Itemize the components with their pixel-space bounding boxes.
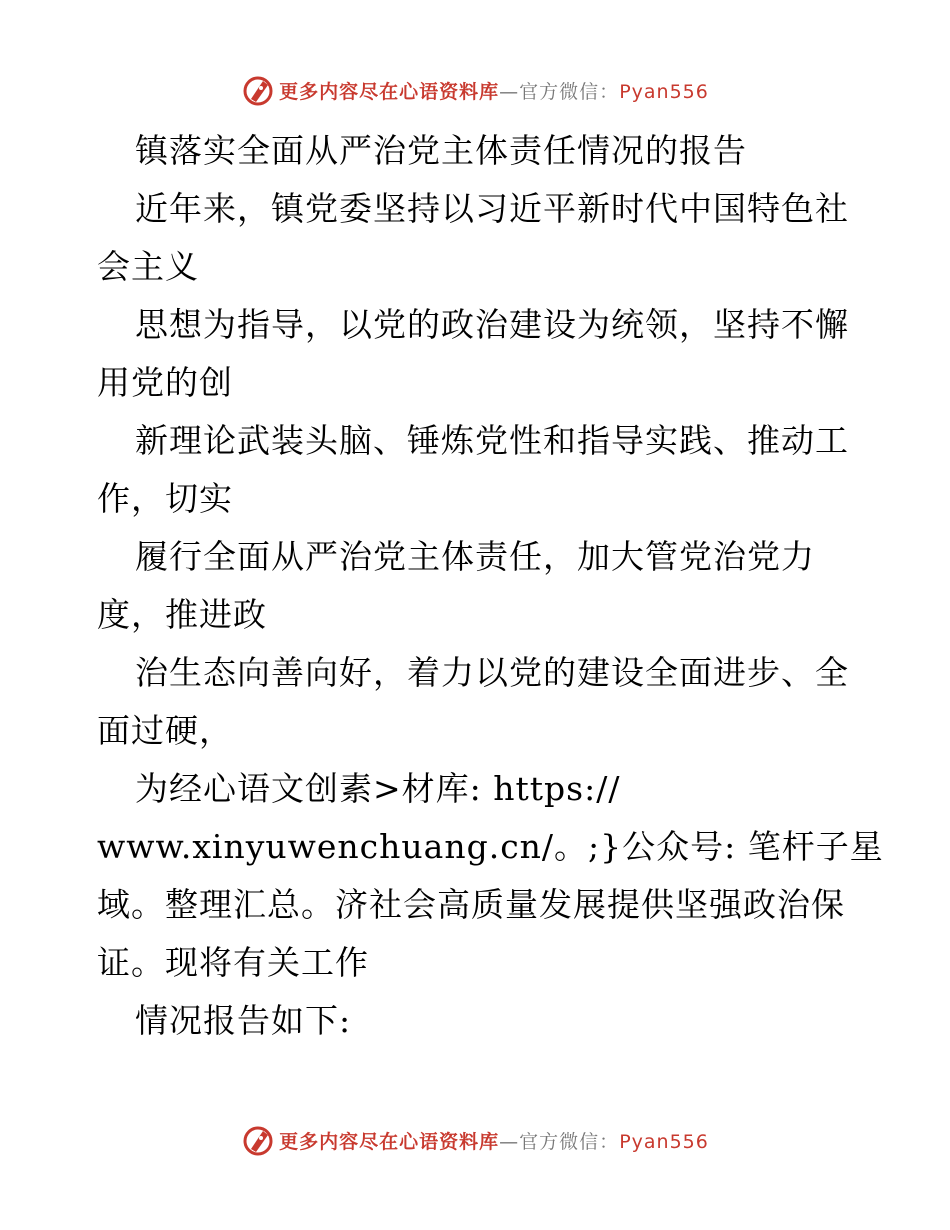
paragraph-line: 域。整理汇总。济社会高质量发展提供坚强政治保 bbox=[97, 885, 845, 924]
paragraph-line: 近年来，镇党委坚持以习近平新时代中国特色社 bbox=[135, 189, 849, 228]
header-watermark bbox=[0, 70, 950, 110]
paragraph-line: 证。现将有关工作 bbox=[97, 943, 369, 982]
paragraph-line: 用党的创 bbox=[97, 363, 233, 402]
watermark-text: 更多内容尽在心语资料库—官方微信：Pyan556 bbox=[279, 1130, 709, 1153]
watermark-text: 更多内容尽在心语资料库—官方微信：Pyan556 bbox=[279, 80, 709, 103]
paragraph-line: 新理论武装头脑、锤炼党性和指导实践、推动工 bbox=[135, 421, 849, 460]
pen-nib-circle-icon bbox=[241, 73, 275, 107]
paragraph-line: 思想为指导，以党的政治建设为统领，坚持不懈 bbox=[135, 305, 849, 344]
paragraph-line: www.xinyuwenchuang.cn/。;}公众号: 笔杆子星 bbox=[97, 827, 884, 866]
pen-nib-circle-icon bbox=[241, 1123, 275, 1157]
paragraph-line: 治生态向善向好，着力以党的建设全面进步、全 bbox=[135, 653, 849, 692]
paragraph-line: 会主义 bbox=[97, 247, 199, 286]
paragraph-line: 履行全面从严治党主体责任，加大管党治党力 bbox=[135, 537, 815, 576]
paragraph-line: 作，切实 bbox=[97, 479, 233, 518]
paragraph-line: 度，推进政 bbox=[97, 595, 267, 634]
document-body bbox=[97, 122, 884, 1050]
paragraph-line: 面过硬， bbox=[97, 711, 233, 750]
footer-watermark bbox=[0, 1120, 950, 1160]
paragraph-line: 为经心语文创素>材库: https:// bbox=[135, 769, 621, 808]
paragraph-line: 情况报告如下: bbox=[135, 1001, 352, 1040]
document-title: 镇落实全面从严治党主体责任情况的报告 bbox=[135, 131, 747, 170]
